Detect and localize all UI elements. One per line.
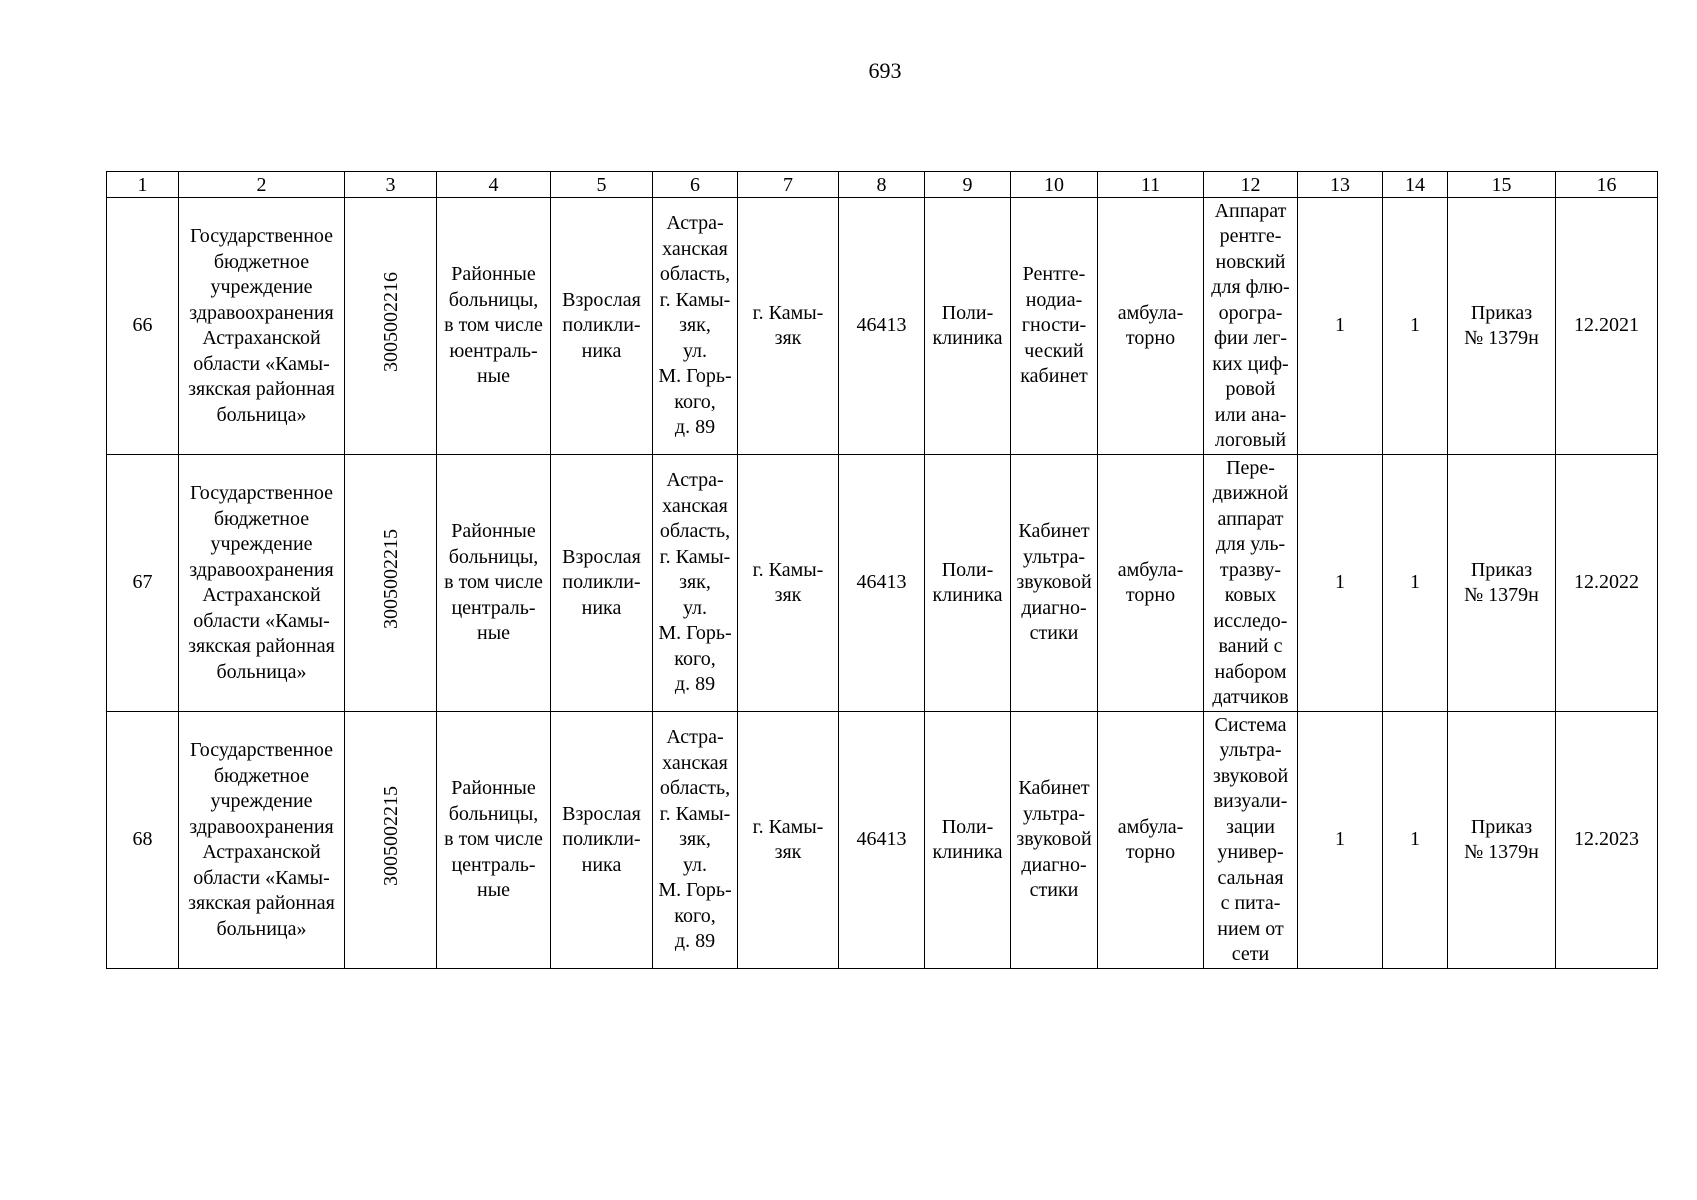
oktmo-cell: 46413 <box>839 198 925 455</box>
quantity-cell: 1 <box>1298 198 1383 455</box>
table-row <box>107 712 1658 969</box>
organization-cell: Государственное бюджетное учреждение здравоохранения Астраханской области «Камы- зякская районная больница» <box>179 198 345 455</box>
equipment-cell: Пере- движной аппарат для уль- тразву- ковых исследо- ваний с набором датчиков <box>1204 455 1298 712</box>
row-number-cell: 66 <box>107 198 179 455</box>
column-number-header: 1 <box>107 172 179 198</box>
order-cell: Приказ № 1379н <box>1448 198 1556 455</box>
equipment-cell: Аппарат рентге- новский для флю- орогра- фии лег- ких циф- ровой или ана- логовый <box>1204 198 1298 455</box>
date-cell: 12.2023 <box>1556 712 1658 969</box>
quantity-cell: 1 <box>1383 712 1448 969</box>
column-number-header: 14 <box>1383 172 1448 198</box>
table-row <box>107 455 1658 712</box>
city-cell: г. Камы- зяк <box>738 455 839 712</box>
subdivision-cell: Взрослая поликли- ника <box>551 712 653 969</box>
mode-cell: амбула- торно <box>1098 455 1204 712</box>
column-number-header: 6 <box>653 172 738 198</box>
quantity-cell: 1 <box>1383 198 1448 455</box>
order-cell: Приказ № 1379н <box>1448 712 1556 969</box>
mode-cell: амбула- торно <box>1098 712 1204 969</box>
column-number-header: 4 <box>437 172 551 198</box>
mode-cell: амбула- торно <box>1098 198 1204 455</box>
address-cell: Астра- ханская область, г. Камы- зяк, ул. М. Горь- кого, д. 89 <box>653 455 738 712</box>
page-number: 693 <box>868 58 902 83</box>
quantity-cell: 1 <box>1298 712 1383 969</box>
column-number-header: 7 <box>738 172 839 198</box>
cabinet-cell: Кабинет ультра- звуковой диагно- стики <box>1011 455 1098 712</box>
code-text: 3005002215 <box>379 529 402 630</box>
city-cell: г. Камы- зяк <box>738 198 839 455</box>
oktmo-cell: 46413 <box>839 712 925 969</box>
organization-cell: Государственное бюджетное учреждение здравоохранения Астраханской области «Камы- зякская районная больница» <box>179 455 345 712</box>
date-cell: 12.2021 <box>1556 198 1658 455</box>
quantity-cell: 1 <box>1298 455 1383 712</box>
organization-cell: Государственное бюджетное учреждение здравоохранения Астраханской области «Камы- зякская районная больница» <box>179 712 345 969</box>
code-cell <box>345 455 437 712</box>
equipment-table <box>106 171 1658 969</box>
address-cell: Астра- ханская область, г. Камы- зяк, ул. М. Горь- кого, д. 89 <box>653 198 738 455</box>
oktmo-cell: 46413 <box>839 455 925 712</box>
cabinet-cell: Рентге- нодиа- гности- ческий кабинет <box>1011 198 1098 455</box>
column-number-header: 11 <box>1098 172 1204 198</box>
column-number-header: 15 <box>1448 172 1556 198</box>
column-number-header: 2 <box>179 172 345 198</box>
column-number-header: 3 <box>345 172 437 198</box>
unit-cell: Поли- клиника <box>925 198 1011 455</box>
table-row <box>107 198 1658 455</box>
address-cell: Астра- ханская область, г. Камы- зяк, ул. М. Горь- кого, д. 89 <box>653 712 738 969</box>
row-number-cell: 68 <box>107 712 179 969</box>
equipment-cell: Система ультра- звуковой визуали- зации универ- сальная с пита- нием от сети <box>1204 712 1298 969</box>
column-number-row <box>107 172 1658 198</box>
unit-cell: Поли- клиника <box>925 455 1011 712</box>
column-number-header: 5 <box>551 172 653 198</box>
subdivision-cell: Взрослая поликли- ника <box>551 455 653 712</box>
column-number-header: 10 <box>1011 172 1098 198</box>
subdivision-cell: Взрослая поликли- ника <box>551 198 653 455</box>
column-number-header: 16 <box>1556 172 1658 198</box>
column-number-header: 13 <box>1298 172 1383 198</box>
code-cell <box>345 712 437 969</box>
category-cell: Районные больницы, в том числе централь- ные <box>437 455 551 712</box>
unit-cell: Поли- клиника <box>925 712 1011 969</box>
cabinet-cell: Кабинет ультра- звуковой диагно- стики <box>1011 712 1098 969</box>
column-number-header: 12 <box>1204 172 1298 198</box>
code-cell <box>345 198 437 455</box>
quantity-cell: 1 <box>1383 455 1448 712</box>
category-cell: Районные больницы, в том числе юентраль- ные <box>437 198 551 455</box>
column-number-header: 8 <box>839 172 925 198</box>
column-number-header: 9 <box>925 172 1011 198</box>
code-text: 3005002215 <box>379 786 402 887</box>
date-cell: 12.2022 <box>1556 455 1658 712</box>
order-cell: Приказ № 1379н <box>1448 455 1556 712</box>
row-number-cell: 67 <box>107 455 179 712</box>
category-cell: Районные больницы, в том числе централь- ные <box>437 712 551 969</box>
city-cell: г. Камы- зяк <box>738 712 839 969</box>
code-text: 3005002216 <box>379 272 402 373</box>
